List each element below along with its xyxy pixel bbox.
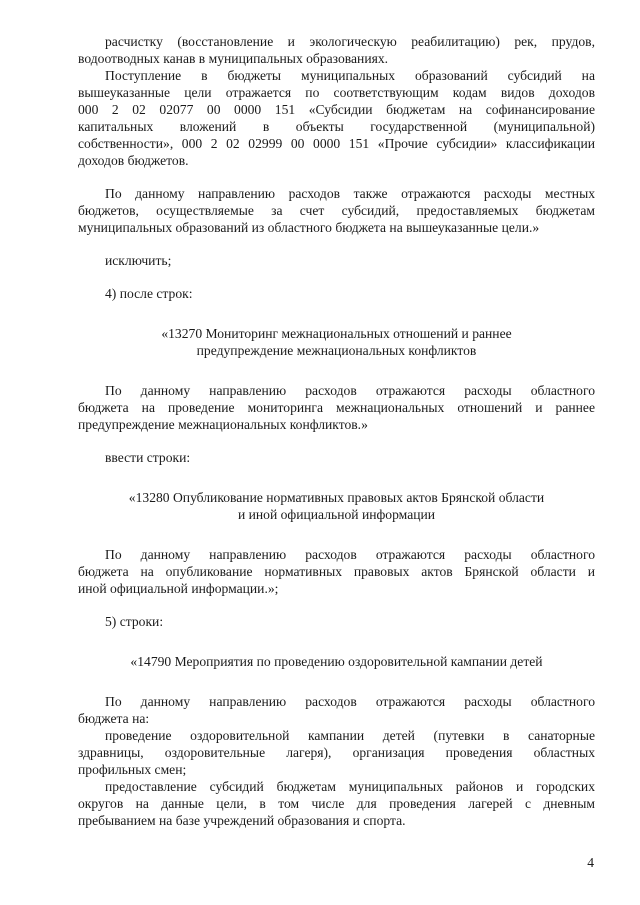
text-line: иной официальной информации.»; bbox=[78, 581, 279, 596]
text-line: бюджетов, осуществляемые за счет субсидий, предоставляемых бюджетам bbox=[78, 203, 595, 218]
text-line: предоставление субсидий бюджетам муниципальных районов и городских bbox=[105, 779, 595, 794]
text-line: проведение оздоровительной кампании детей (путевки в санаторные bbox=[105, 728, 595, 743]
text-line: водоотводных канав в муниципальных образованиях. bbox=[78, 51, 389, 66]
text-line: бюджета на проведение мониторинга межнациональных отношений и раннее bbox=[78, 400, 595, 415]
heading-13270 bbox=[78, 325, 595, 359]
text-line: доходов бюджетов. bbox=[78, 153, 189, 168]
text-line: бюджета на: bbox=[78, 711, 150, 726]
text-line: По данному направлению расходов отражаются расходы областного bbox=[105, 547, 595, 562]
text-line: пребыванием на базе учреждений образования и спорта. bbox=[78, 813, 406, 828]
text-line: вышеуказанные цели отражается по соответствующим кодам видов доходов bbox=[78, 85, 595, 100]
text-line: предупреждение межнациональных конфликтов.» bbox=[78, 417, 368, 432]
item-5-label: 5) строки: bbox=[105, 614, 164, 629]
heading-line: «13280 Опубликование нормативных правовых актов Брянской области bbox=[128, 490, 545, 505]
paragraph-local-budgets bbox=[78, 185, 595, 236]
text-line: 000 2 02 02077 00 0000 151 «Субсидии бюджетам на софинансирование bbox=[78, 102, 595, 117]
heading-14790 bbox=[78, 653, 595, 670]
paragraph-13270-description bbox=[78, 382, 595, 433]
text-line: По данному направлению расходов также отражаются расходы местных bbox=[105, 186, 595, 201]
paragraph-continuation bbox=[78, 33, 595, 67]
paragraph-13280-description bbox=[78, 546, 595, 597]
text-line: бюджета на опубликование нормативных правовых актов Брянской области и bbox=[78, 564, 595, 579]
paragraph-subsidies-districts bbox=[78, 778, 595, 829]
paragraph-subsidies-revenue bbox=[78, 67, 595, 169]
heading-line: «14790 Мероприятия по проведению оздоровительной кампании детей bbox=[130, 654, 543, 669]
instruction-insert: ввести строки: bbox=[105, 450, 191, 465]
text-line: Поступление в бюджеты муниципальных образований субсидий на bbox=[105, 68, 595, 83]
text-line: расчистку (восстановление и экологическую реабилитацию) рек, прудов, bbox=[105, 34, 595, 49]
heading-line: «13270 Мониторинг межнациональных отношений и раннее bbox=[161, 326, 512, 341]
paragraph-14790-description bbox=[78, 693, 595, 727]
text-line: По данному направлению расходов отражаются расходы областного bbox=[105, 383, 595, 398]
paragraph-health-campaign bbox=[78, 727, 595, 778]
text-line: профильных смен; bbox=[78, 762, 187, 777]
heading-line: и иной официальной информации bbox=[237, 507, 436, 522]
heading-13280 bbox=[78, 489, 595, 523]
text-line: капитальных вложений в объекты государственной (муниципальной) bbox=[78, 119, 595, 134]
text-line: округов на данные цели, в том числе для проведения лагерей с дневным bbox=[78, 796, 595, 811]
instruction-exclude: исключить; bbox=[105, 253, 172, 268]
text-line: собственности», 000 2 02 02999 00 0000 151 «Прочие субсидии» классификации bbox=[78, 136, 595, 151]
item-4-label: 4) после строк: bbox=[105, 286, 193, 301]
heading-line: предупреждение межнациональных конфликтов bbox=[196, 343, 477, 358]
page-number: 4 bbox=[587, 855, 594, 870]
text-line: По данному направлению расходов отражаются расходы областного bbox=[105, 694, 595, 709]
text-line: здравницы, оздоровительные лагеря), организация проведения областных bbox=[78, 745, 595, 760]
text-line: муниципальных образований из областного бюджета на вышеуказанные цели.» bbox=[78, 220, 540, 235]
